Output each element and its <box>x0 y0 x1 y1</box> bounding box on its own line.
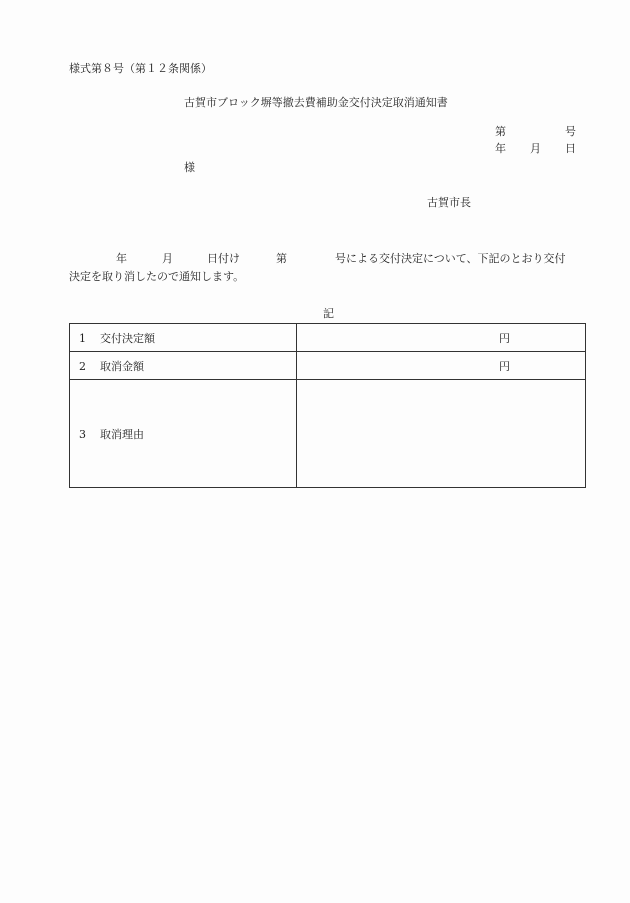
table-row <box>70 380 586 488</box>
row-number: 1 <box>79 331 86 345</box>
body-line2: 決定を取り消したので通知します。 <box>69 270 245 283</box>
row-label-cell <box>70 380 297 488</box>
row-number: 3 <box>79 427 86 441</box>
row-value-cell <box>297 380 586 488</box>
date-year-label: 年 <box>495 142 506 155</box>
row-label-cell <box>70 324 297 352</box>
body-year: 年 <box>116 252 127 265</box>
addressee-suffix: 様 <box>184 161 195 174</box>
row-value-cell <box>297 324 586 352</box>
document-title: 古賀市ブロック塀等撤去費補助金交付決定取消通知書 <box>184 96 448 109</box>
row-value-cell <box>297 352 586 380</box>
form-number: 様式第８号（第１２条関係） <box>69 62 212 75</box>
row-label: 取消金額 <box>100 359 144 373</box>
record-table <box>69 323 586 488</box>
table-row <box>70 324 586 352</box>
body-dai: 第 <box>276 252 287 265</box>
body-line1-rest: 号による交付決定について、下記のとおり交付 <box>335 252 566 265</box>
yen-unit: 円 <box>499 359 510 373</box>
date-day-label: 日 <box>565 142 576 155</box>
row-label: 交付決定額 <box>100 331 155 345</box>
reference-go: 号 <box>565 125 576 138</box>
body-month: 月 <box>162 252 173 265</box>
row-number: 2 <box>79 359 86 373</box>
issuer-name: 古賀市長 <box>427 196 471 209</box>
body-date: 日付け <box>207 252 240 265</box>
row-label-cell <box>70 352 297 380</box>
reference-dai: 第 <box>495 125 506 138</box>
row-label: 取消理由 <box>100 427 144 441</box>
ki-heading: 記 <box>323 307 334 320</box>
table-row <box>70 352 586 380</box>
yen-unit: 円 <box>499 331 510 345</box>
date-month-label: 月 <box>530 142 541 155</box>
